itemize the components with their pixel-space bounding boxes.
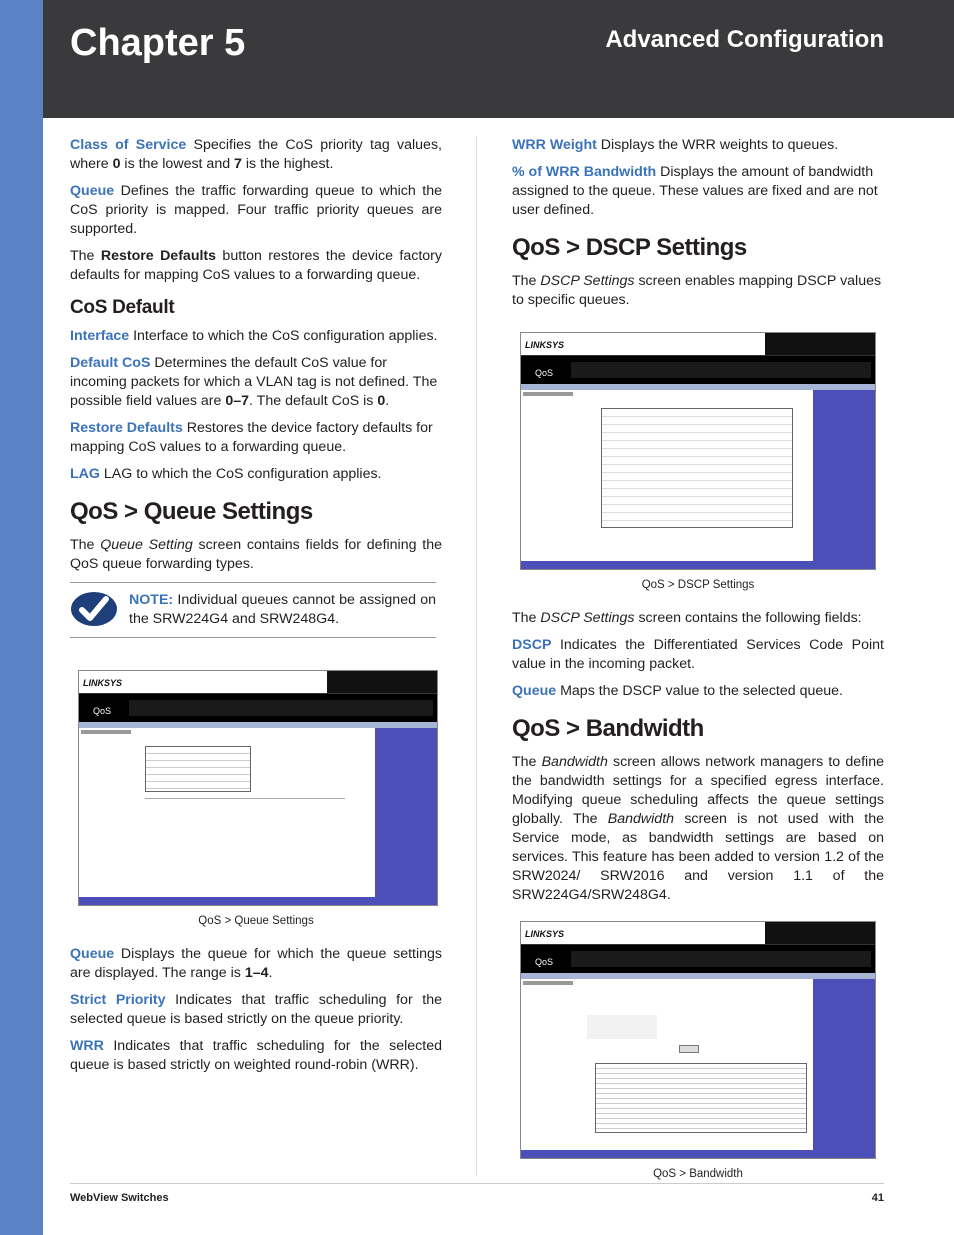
term-queue: Queue xyxy=(70,183,115,199)
queue-settings-screenshot xyxy=(78,670,438,906)
queue-paragraph: Queue Defines the traffic forwarding queue to which the CoS priority is mapped. Four traffic priority queues are supported. xyxy=(70,183,442,237)
term-default-cos: Default CoS xyxy=(70,355,151,371)
term-queue-field: Queue xyxy=(70,946,115,962)
linksys-logo: LINKSYS xyxy=(83,678,123,688)
cos-default-heading: CoS Default xyxy=(70,297,175,318)
term-interface: Interface xyxy=(70,328,130,344)
dscp-settings-heading: QoS > DSCP Settings xyxy=(512,234,747,261)
strict-priority-paragraph: Strict Priority Indicates that traffic scheduling for the selected queue is based strictly on the queue priority. xyxy=(70,992,442,1027)
footer-product: WebView Switches xyxy=(70,1192,169,1204)
dscp-settings-screenshot xyxy=(520,332,876,570)
bandwidth-heading: QoS > Bandwidth xyxy=(512,715,704,742)
interface-paragraph: Interface Interface to which the CoS configuration applies. xyxy=(70,328,438,344)
term-class-of-service: Class of Service xyxy=(70,137,187,153)
pct-wrr-bandwidth-paragraph: % of WRR Bandwidth Displays the amount of bandwidth assigned to the queue. These values are fixed and are not user defined. xyxy=(512,164,878,218)
term-restore-defaults: Restore Defaults xyxy=(70,420,183,436)
left-column xyxy=(70,136,442,1083)
dscp-settings-intro: The DSCP Settings screen enables mapping DSCP values to specific queues. xyxy=(512,273,882,308)
restore-defaults-field-paragraph: Restore Defaults Restores the device factory defaults for mapping CoS values to a forwarding queue. xyxy=(70,420,433,455)
dscp-field-paragraph: DSCP Indicates the Differentiated Services Code Point value in the incoming packet. xyxy=(512,637,884,672)
bandwidth-screenshot xyxy=(520,921,876,1159)
qos-nav-label: QoS xyxy=(535,957,554,967)
bandwidth-caption: QoS > Bandwidth xyxy=(653,1168,743,1180)
page-number: 41 xyxy=(871,1192,884,1204)
note-text: Individual queues cannot be assigned on the SRW224G4 and SRW248G4. xyxy=(129,592,436,627)
right-column xyxy=(512,136,884,1184)
dscp-settings-caption: QoS > DSCP Settings xyxy=(641,579,755,591)
note-label: NOTE: xyxy=(129,592,174,608)
term-lag: LAG xyxy=(70,466,100,482)
term-strict-priority: Strict Priority xyxy=(70,992,166,1008)
note-box xyxy=(70,582,436,638)
queue-settings-caption: QoS > Queue Settings xyxy=(198,915,314,927)
dscp-fields-intro: The DSCP Settings screen contains the following fields: xyxy=(512,610,862,626)
term-wrr: WRR xyxy=(70,1038,104,1054)
queue-field-paragraph: Queue Displays the queue for which the queue settings are displayed. The range is 1–4. xyxy=(70,946,442,981)
linksys-logo: LINKSYS xyxy=(525,929,565,939)
qos-nav-label: QoS xyxy=(535,368,554,378)
linksys-logo: LINKSYS xyxy=(525,340,565,350)
term-dscp-queue: Queue xyxy=(512,683,557,699)
queue-settings-heading: QoS > Queue Settings xyxy=(70,498,313,525)
bandwidth-intro: The Bandwidth screen allows network managers to define the bandwidth settings for a specified egress interface. Modifying queue scheduling affects the queue settings globally. The Bandwidth screen is not used with the Service mode, as bandwidth settings are based on services. This feature has been added to version 1.2 of the SRW2024/ SRW2016 and version 1.1 of the SRW224G4/SRW248G4. xyxy=(512,754,885,903)
dscp-queue-paragraph: Queue Maps the DSCP value to the selected queue. xyxy=(512,683,843,699)
term-wrr-weight: WRR Weight xyxy=(512,137,597,153)
queue-settings-intro: The Queue Setting screen contains fields for defining the QoS queue forwarding types. xyxy=(70,537,442,572)
column-divider xyxy=(476,136,477,1176)
section-title: Advanced Configuration xyxy=(605,26,884,53)
qos-nav-label: QoS xyxy=(93,706,112,716)
lag-paragraph: LAG LAG to which the CoS configuration applies. xyxy=(70,466,382,482)
default-cos-paragraph: Default CoS Determines the default CoS value for incoming packets for which a VLAN tag is not defined. The possible field values are 0–7. The default CoS is 0. xyxy=(70,355,438,409)
footer-rule xyxy=(70,1183,884,1184)
left-color-bar xyxy=(0,0,43,1235)
term-pct-wrr-bandwidth: % of WRR Bandwidth xyxy=(512,164,657,180)
restore-defaults-paragraph: The Restore Defaults button restores the device factory defaults for mapping CoS values to a forwarding queue. xyxy=(70,248,443,283)
class-of-service-paragraph: Class of Service Specifies the CoS priority tag values, where 0 is the lowest and 7 is the highest. xyxy=(70,137,442,172)
wrr-paragraph: WRR Indicates that traffic scheduling for the selected queue is based strictly on weighted round-robin (WRR). xyxy=(70,1038,442,1073)
wrr-weight-paragraph: WRR Weight Displays the WRR weights to queues. xyxy=(512,137,839,153)
checkmark-note-icon xyxy=(70,591,118,627)
term-dscp: DSCP xyxy=(512,637,552,653)
chapter-title: Chapter 5 xyxy=(70,22,246,64)
